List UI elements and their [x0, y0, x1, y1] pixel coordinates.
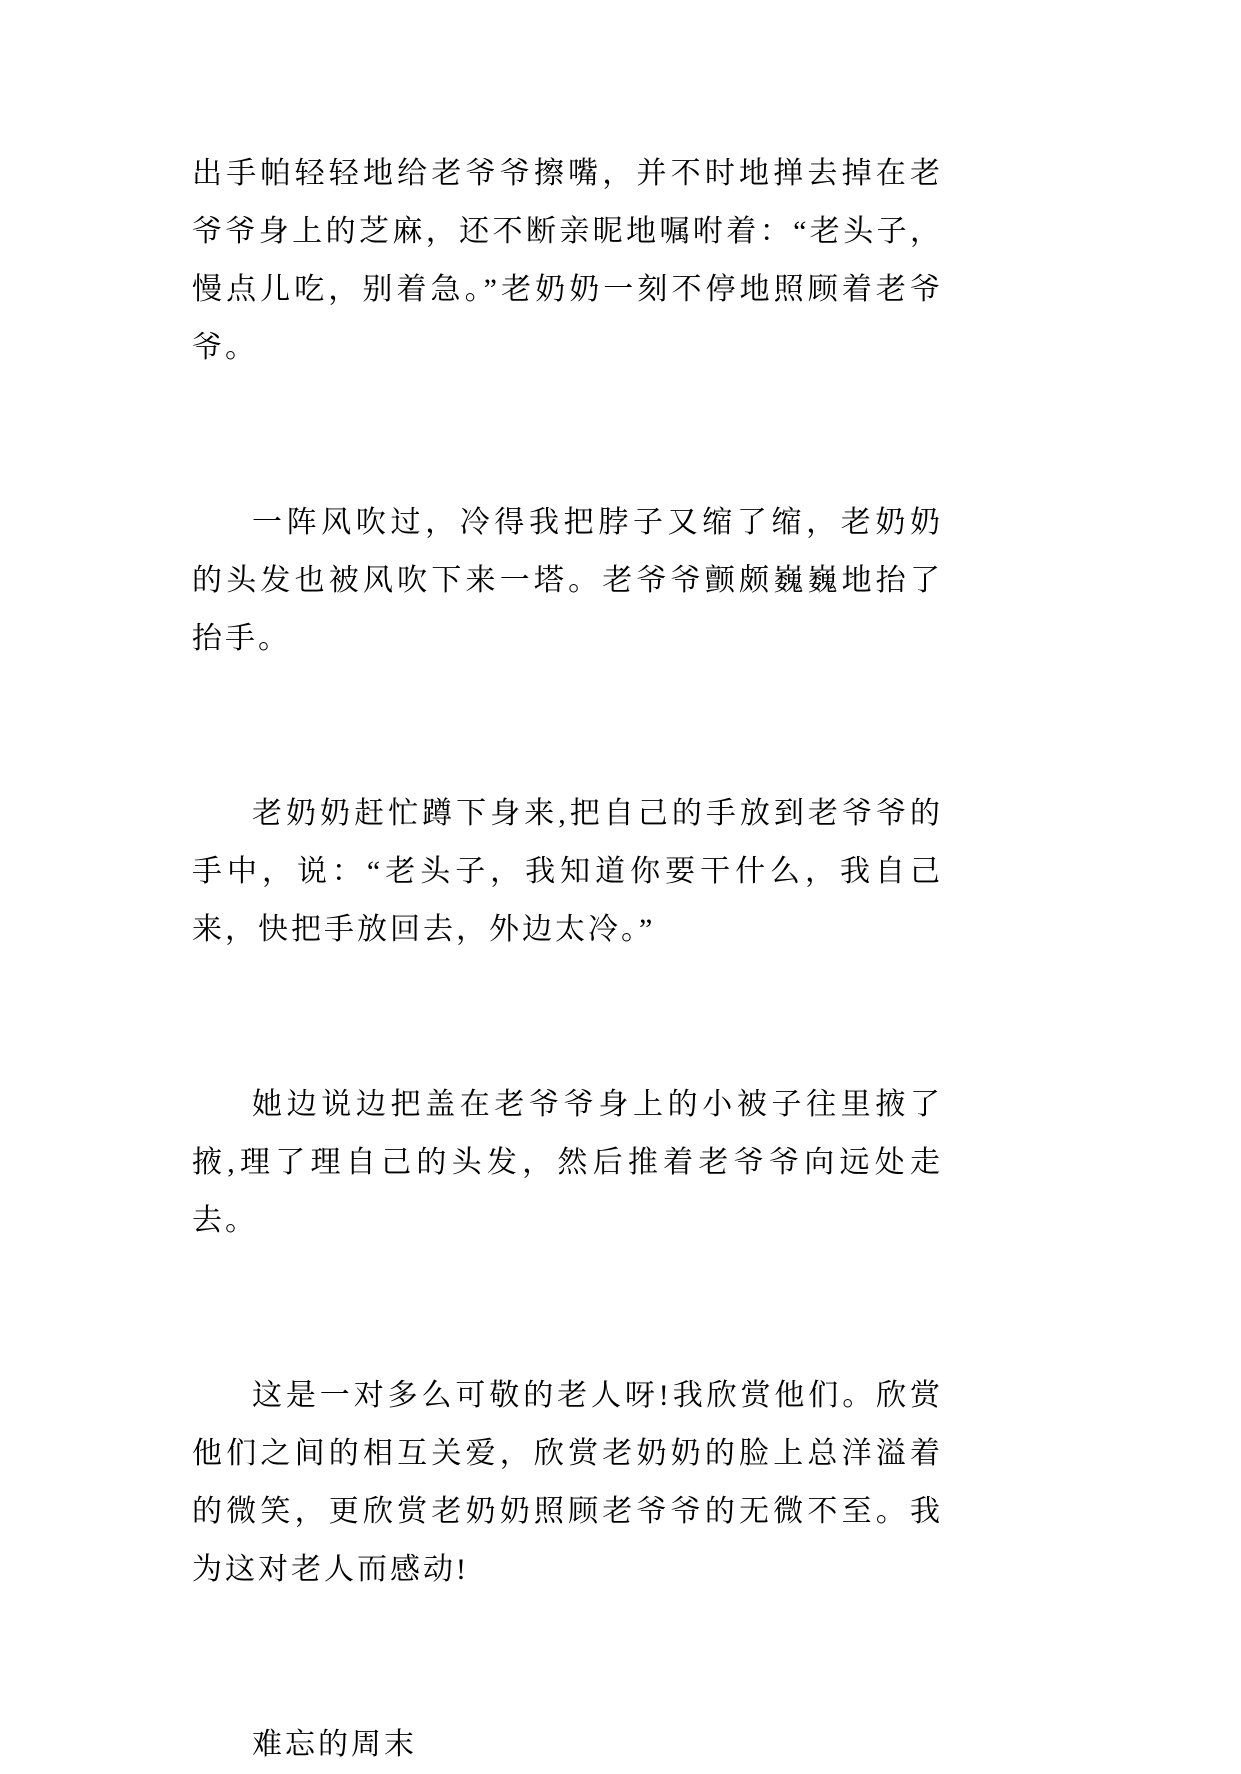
paragraph-4: 她边说边把盖在老爷爷身上的小被子往里掖了掖,理了理自己的头发，然后推着老爷爷向远处走去。 [192, 1088, 943, 1237]
paragraph-2: 一阵风吹过，冷得我把脖子又缩了缩，老奶奶的头发也被风吹下来一塔。老爷爷颤颇巍巍地抬了抬手。 [192, 506, 943, 655]
paragraph-1: 出手帕轻轻地给老爷爷擦嘴，并不时地掸去掉在老爷爷身上的芝麻，还不断亲昵地嘱咐着：“老头子，慢点儿吃，别着急。”老奶奶一刻不停地照顾着老爷爷。 [192, 157, 943, 364]
section-heading: 难忘的周末 [252, 1728, 417, 1761]
paragraph-3: 老奶奶赶忙蹲下身来,把自己的手放到老爷爷的手中，说：“老头子，我知道你要干什么，我自己来，快把手放回去，外边太冷。” [192, 797, 943, 946]
paragraph-5: 这是一对多么可敬的老人呀!我欣赏他们。欣赏他们之间的相互关爱，欣赏老奶奶的脸上总洋溢着的微笑，更欣赏老奶奶照顾老爷爷的无微不至。我为这对老人而感动! [192, 1379, 943, 1586]
